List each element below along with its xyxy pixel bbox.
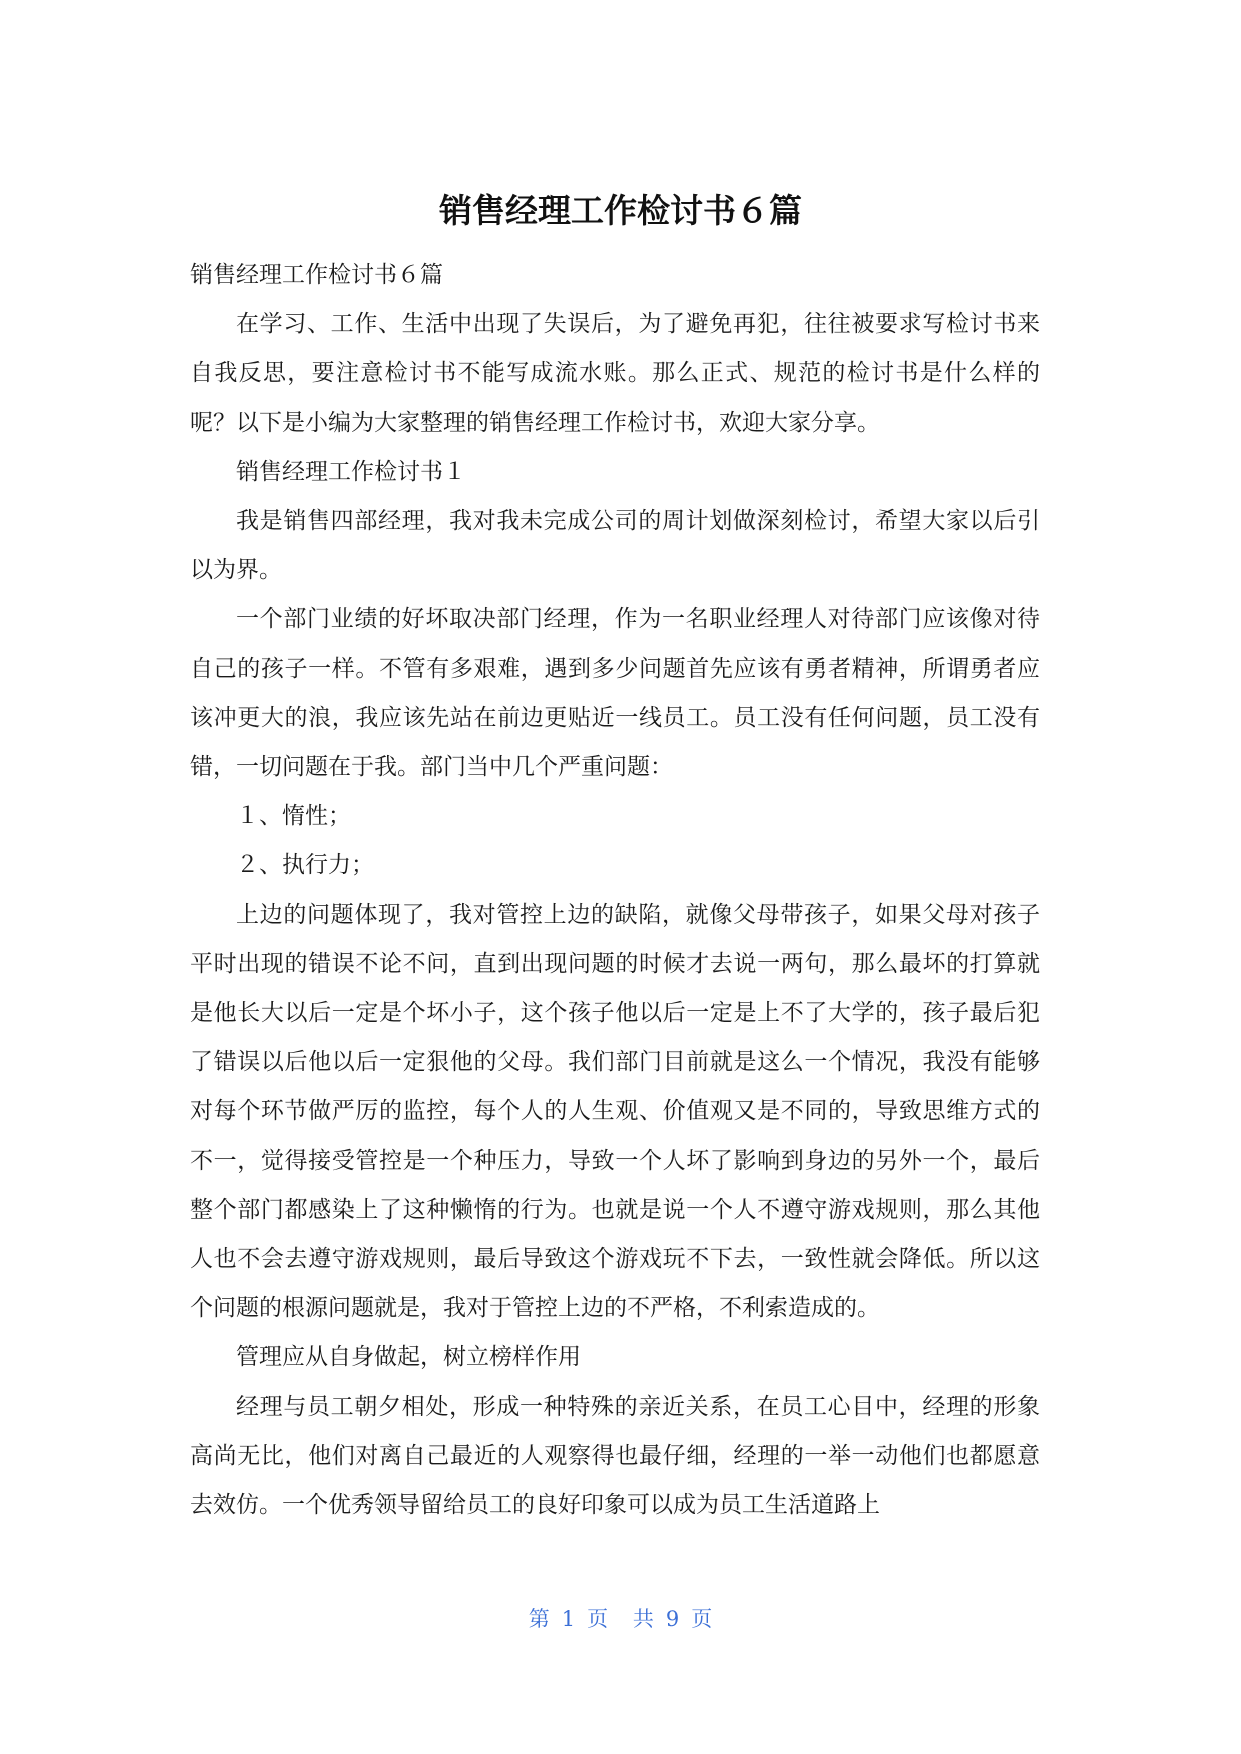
paragraph-intro: 在学习、工作、生活中出现了失误后，为了避免再犯，往往被要求写检讨书来自我反思，要注意检讨书不能写成流水账。那么正式、规范的检讨书是什么样的呢？以下是小编为大家整理的销售经理工作检讨书，欢迎大家分享。 [190, 311, 1040, 436]
footer-current-page: 1 [561, 1607, 576, 1631]
section-subheading: 管理应从自身做起，树立榜样作用 [236, 1344, 581, 1371]
footer-total-pages: 9 [665, 1607, 680, 1631]
footer-label-of: 页 共 [587, 1607, 654, 1631]
footer-label-page: 第 [528, 1607, 550, 1631]
page-footer [0, 1604, 1241, 1634]
list-item: １、惰性； [236, 803, 351, 830]
paragraph: 我是销售四部经理，我对我未完成公司的周计划做深刻检讨，希望大家以后引以为界。 [190, 508, 1040, 584]
paragraph: 经理与员工朝夕相处，形成一种特殊的亲近关系，在员工心目中，经理的形象高尚无比，他们对离自己最近的人观察得也最仔细，经理的一举一动他们也都愿意去效仿。一个优秀领导留给员工的良好印象可以成为员工生活道路上 [190, 1393, 1040, 1519]
list-item: ２、执行力； [236, 852, 374, 879]
section-heading-1: 销售经理工作检讨书１ [236, 458, 466, 485]
document-title: 销售经理工作检讨书６篇 [439, 191, 802, 230]
paragraph-subtitle: 销售经理工作检讨书６篇 [190, 262, 443, 288]
footer-label-end: 页 [691, 1607, 713, 1631]
paragraph: 一个部门业绩的好坏取决部门经理，作为一名职业经理人对待部门应该像对待自己的孩子一样。不管有多艰难，遇到多少问题首先应该有勇者精神，所谓勇者应该冲更大的浪，我应该先站在前边更贴近一线员工。员工没有任何问题，员工没有错，一切问题在于我。部门当中几个严重问题： [190, 606, 1040, 781]
document-body [190, 251, 1040, 1530]
paragraph: 上边的问题体现了，我对管控上边的缺陷，就像父母带孩子，如果父母对孩子平时出现的错误不论不问，直到出现问题的时候才去说一两句，那么最坏的打算就是他长大以后一定是个坏小子，这个孩子他以后一定是上不了大学的，孩子最后犯了错误以后他以后一定狠他的父母。我们部门目前就是这么一个情况，我没有能够对每个环节做严厉的监控，每个人的人生观、价值观又是不同的，导致思维方式的不一，觉得接受管控是一个种压力，导致一个人坏了影响到身边的另外一个，最后整个部门都感染上了这种懒惰的行为。也就是说一个人不遵守游戏规则，那么其他人也不会去遵守游戏规则，最后导致这个游戏玩不下去，一致性就会降低。所以这个问题的根源问题就是，我对于管控上边的不严格，不利索造成的。 [190, 901, 1040, 1322]
